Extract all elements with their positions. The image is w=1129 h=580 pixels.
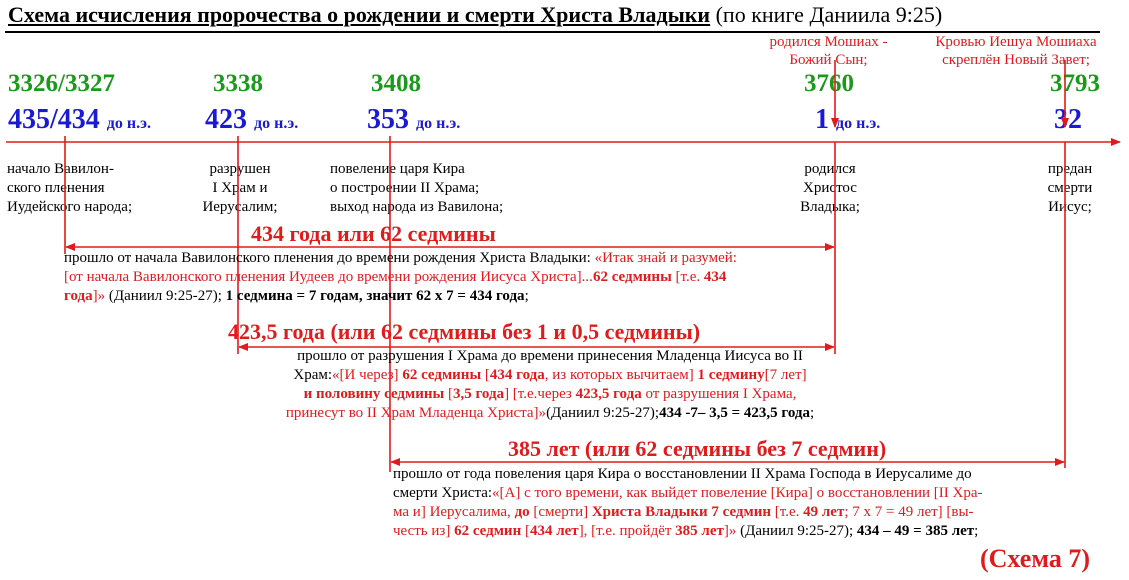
paragraph-segment: (Даниил 9:25-27); (546, 405, 660, 421)
scheme-label: (Схема 7) (980, 544, 1091, 573)
paragraph-segment: 434 (703, 269, 727, 285)
paragraph-segment: Храм: (293, 367, 333, 383)
paragraph-line (240, 347, 860, 366)
paragraph-segment: 62 седмин (454, 523, 522, 539)
desc-line: разрушен (209, 161, 271, 177)
year-suffix: до н.э. (254, 115, 299, 132)
paragraph-segment: ]» (723, 523, 737, 539)
paragraph-segment: прошло от начала Вавилонского пленения до времени рождения Христа Владыки: (64, 250, 595, 266)
desc-line: выход народа из Вавилона; (330, 199, 504, 215)
span-paragraph-434 (64, 249, 834, 306)
year-value: 435/434 (8, 104, 100, 135)
year-suffix: до н.э. (836, 115, 881, 132)
paragraph-segment: от разрушения I Храма, (641, 386, 797, 402)
paragraph-segment: и половину седмины (303, 386, 445, 402)
desc-line: повеление царя Кира (330, 161, 465, 177)
paragraph-segment: честь из] (393, 523, 455, 539)
span-label-434: 434 года или 62 седмины (251, 221, 496, 246)
paragraph-segment: «Итак знай и разумей: (594, 250, 737, 266)
paragraph-segment: ], [т.е. пройдёт (578, 523, 676, 539)
paragraph-segment: ; (974, 523, 979, 539)
paragraph-segment: , из которых вычитаем] (544, 367, 698, 383)
paragraph-segment: года (64, 288, 93, 304)
paragraph-segment: [7 лет] (764, 367, 807, 383)
paragraph-segment: 434 лет (529, 523, 579, 539)
desc-line: I Храм и (212, 180, 268, 196)
paragraph-segment: 1 седмина = 7 годам, значит 62 х 7 = 434 года (225, 288, 525, 304)
death-note-line: Кровью Иешуа Мошиаха (935, 34, 1097, 50)
paragraph-line (240, 404, 860, 423)
paragraph-segment: 3,5 года (452, 386, 505, 402)
paragraph-segment: 434 года (489, 367, 545, 383)
paragraph-segment: [ (481, 367, 490, 383)
paragraph-segment: «[И через] (332, 367, 403, 383)
year-suffix: до н.э. (106, 115, 152, 132)
paragraph-segment: смерти Христа: (393, 485, 493, 501)
paragraph-segment: ; (524, 288, 529, 304)
paragraph-segment: прошло от разрушения I Храма до времени принесения Младенца Иисуса во II (297, 348, 803, 364)
paragraph-segment: ; (809, 405, 815, 421)
paragraph-segment: «[А] с того времени, как выйдет повеление [Кира] о восстановлении [II Хра- (492, 485, 983, 501)
paragraph-line (64, 287, 834, 306)
paragraph-segment: ; 7 х 7 = 49 лет] [вы- (844, 504, 974, 520)
year-value: 1 (815, 104, 829, 135)
paragraph-segment: 434 – 49 = 385 лет (856, 523, 975, 539)
paragraph-segment: Христа Владыки 7 седмин (591, 504, 772, 520)
paragraph-segment: ] [т.е.через (504, 386, 576, 402)
paragraph-line (393, 465, 1065, 484)
paragraph-line (393, 503, 1065, 522)
desc-line: родился (804, 161, 856, 177)
desc-line: Иисус; (1048, 199, 1092, 215)
death-note-line: скреплён Новый Завет; (942, 52, 1090, 68)
paragraph-segment: 62 седмины (402, 367, 482, 383)
paragraph-segment: [от начала Вавилонского пленения Иудеев до времени рождения Иисуса Христа]... (64, 269, 593, 285)
year-value: 423 (205, 104, 247, 135)
birth-note-line: родился Мошиах - (769, 34, 888, 50)
paragraph-line (240, 385, 860, 404)
year-suffix: до н.э. (416, 115, 461, 132)
paragraph-segment: 385 лет (675, 523, 724, 539)
title-main: Схема исчисления пророчества о рождении и смерти Христа Владыки (8, 2, 711, 27)
year-value: 353 (367, 104, 409, 135)
paragraph-segment: ма и] Иерусалима, (393, 504, 515, 520)
desc-line: начало Вавилон- (7, 161, 114, 177)
desc-line: Иерусалим; (202, 199, 278, 215)
paragraph-segment: [ (521, 523, 530, 539)
desc-line: Владыка; (800, 199, 860, 215)
span-label-385: 385 лет (или 62 седмины без 7 седмин) (508, 436, 887, 461)
desc-line: ского пленения (7, 180, 105, 196)
paragraph-segment: [т.е. (671, 269, 704, 285)
paragraph-segment: 49 лет (803, 504, 845, 520)
paragraph-segment: (Даниил 9:25-27); (736, 523, 857, 539)
desc-line: Христос (803, 180, 857, 196)
title-sub: (по книге Даниила 9:25) (715, 2, 943, 27)
paragraph-segment: до (514, 504, 530, 520)
desc-line: предан (1047, 161, 1093, 177)
paragraph-segment: [ (444, 386, 453, 402)
paragraph-segment: принесут во II Храм Младенца Христа]» (285, 405, 547, 421)
paragraph-segment: [т.е. (771, 504, 804, 520)
desc-line: Иудейского народа; (7, 199, 133, 215)
birth-note-line: Божий Сын; (789, 52, 868, 68)
paragraph-segment: 423,5 года (575, 386, 642, 402)
paragraph-line (64, 249, 834, 268)
paragraph-segment: ]» (92, 288, 106, 304)
year-am-decree: 3408 (371, 70, 421, 97)
paragraph-segment: прошло от года повеления царя Кира о восстановлении II Храма Господа в Иерусалиме до (393, 466, 972, 482)
paragraph-segment: 434 -7– 3,5 = 423,5 года (659, 405, 810, 421)
paragraph-segment: [смерти] (529, 504, 592, 520)
paragraph-line (64, 268, 834, 287)
paragraph-line (393, 484, 1065, 503)
year-am-death: 3793 (1050, 70, 1100, 97)
span-paragraph-385 (393, 465, 1065, 541)
paragraph-line (393, 522, 1065, 541)
year-am-temple: 3338 (213, 70, 263, 97)
paragraph-segment: 62 седмины (592, 269, 672, 285)
span-label-4235: 423,5 года (или 62 седмины без 1 и 0,5 седмины) (228, 319, 701, 344)
year-am-captivity: 3326/3327 (8, 70, 115, 97)
span-paragraph-4235 (240, 347, 860, 423)
year-am-birth: 3760 (804, 70, 854, 97)
desc-line: смерти (1047, 180, 1093, 196)
paragraph-line (240, 366, 860, 385)
desc-line: о построении II Храма; (330, 180, 480, 196)
paragraph-segment: 1 седмину (697, 367, 765, 383)
paragraph-segment: (Даниил 9:25-27); (105, 288, 226, 304)
year-value: 32 (1054, 104, 1082, 135)
